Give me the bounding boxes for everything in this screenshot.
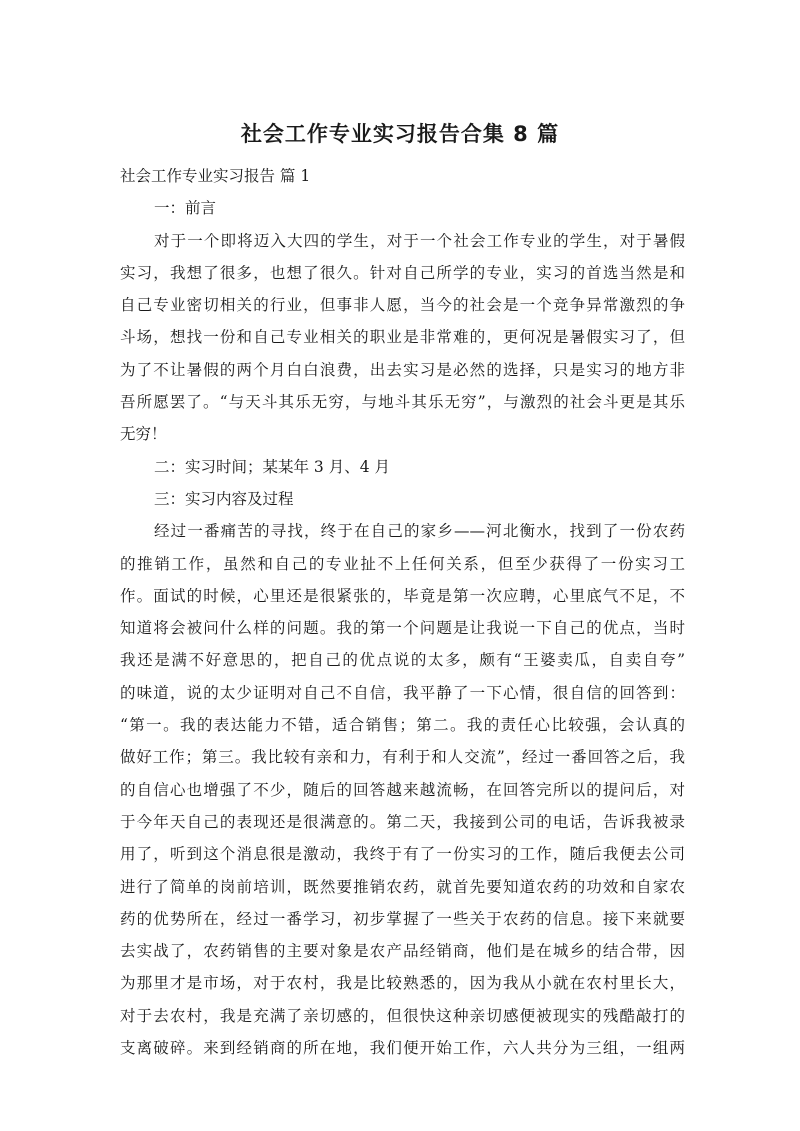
paragraph-line: 用了，听到这个消息很是激动，我终于有了一份实习的工作，随后我便去公司 [120,845,685,864]
section-heading-time: 二：实习时间；某某年 3 月、4 月 [154,457,391,476]
paragraph-line: 做好工作；第三。我比较有亲和力，有利于和人交流”，经过一番回答之后，我 [120,748,685,767]
paragraph-line: 的自信心也增强了不少，随后的回答越来越流畅，在回答完所以的提问后，对 [120,780,685,799]
paragraph-line: 实习，我想了很多，也想了很久。针对自己所学的专业，实习的首选当然是和 [120,263,685,282]
section-heading-preface: 一：前言 [154,199,217,218]
paragraph-line: 去实战了，农药销售的主要对象是农产品经销商，他们是在城乡的结合带，因 [120,942,685,961]
paragraph-line: 药的优势所在，经过一番学习，初步掌握了一些关于农药的信息。接下来就要 [120,909,685,928]
paragraph-line: 经过一番痛苦的寻找，终于在自己的家乡——河北衡水，找到了一份农药 [154,522,685,541]
paragraph-line: 知道将会被问什么样的问题。我的第一个问题是让我说一下自己的优点，当时 [120,619,685,638]
section-heading-content: 三：实习内容及过程 [154,489,294,508]
document-title: 社会工作专业实习报告合集 8 篇 [240,122,560,146]
paragraph-line: 于今年天自己的表现还是很满意的。第二天，我接到公司的电话，告诉我被录 [120,812,685,831]
paragraph-line: “第一。我的表达能力不错，适合销售；第二。我的责任心比较强，会认真的 [120,716,685,735]
paragraph-line: 支离破碎。来到经销商的所在地，我们便开始工作，六人共分为三组，一组两 [120,1039,685,1058]
paragraph-line: 无穷！ [120,425,167,444]
paragraph-line: 斗场，想找一份和自己专业相关的职业是非常难的，更何况是暑假实习了，但 [120,328,685,347]
report-subtitle: 社会工作专业实习报告 篇 1 [120,167,311,185]
paragraph-line: 自己专业密切相关的行业，但事非人愿，当今的社会是一个竞争异常激烈的争 [120,296,685,315]
paragraph-line: 吾所愿罢了。“与天斗其乐无穷，与地斗其乐无穷”，与激烈的社会斗更是其乐 [120,393,685,412]
paragraph-line: 的推销工作，虽然和自己的专业扯不上任何关系，但至少获得了一份实习工 [120,554,685,573]
paragraph-line: 对于一个即将迈入大四的学生，对于一个社会工作专业的学生，对于暑假 [154,231,685,250]
paragraph-line: 我还是满不好意思的，把自己的优点说的太多，颇有“王婆卖瓜，自卖自夸” [120,651,685,670]
paragraph-line: 对于去农村，我是充满了亲切感的，但很快这种亲切感便被现实的残酷敲打的 [120,1006,685,1025]
paragraph-line: 为那里才是市场，对于农村，我是比较熟悉的，因为我从小就在农村里长大， [120,974,685,993]
paragraph-line: 作。面试的时候，心里还是很紧张的，毕竟是第一次应聘，心里底气不足，不 [120,586,685,605]
paragraph-line: 的味道，说的太少证明对自己不自信，我平静了一下心情，很自信的回答到： [120,683,685,702]
document-body [120,160,685,1064]
paragraph-line: 进行了简单的岗前培训，既然要推销农药，就首先要知道农药的功效和自家农 [120,877,685,896]
paragraph-line: 为了不让暑假的两个月白白浪费，出去实习是必然的选择，只是实习的地方非 [120,360,685,379]
